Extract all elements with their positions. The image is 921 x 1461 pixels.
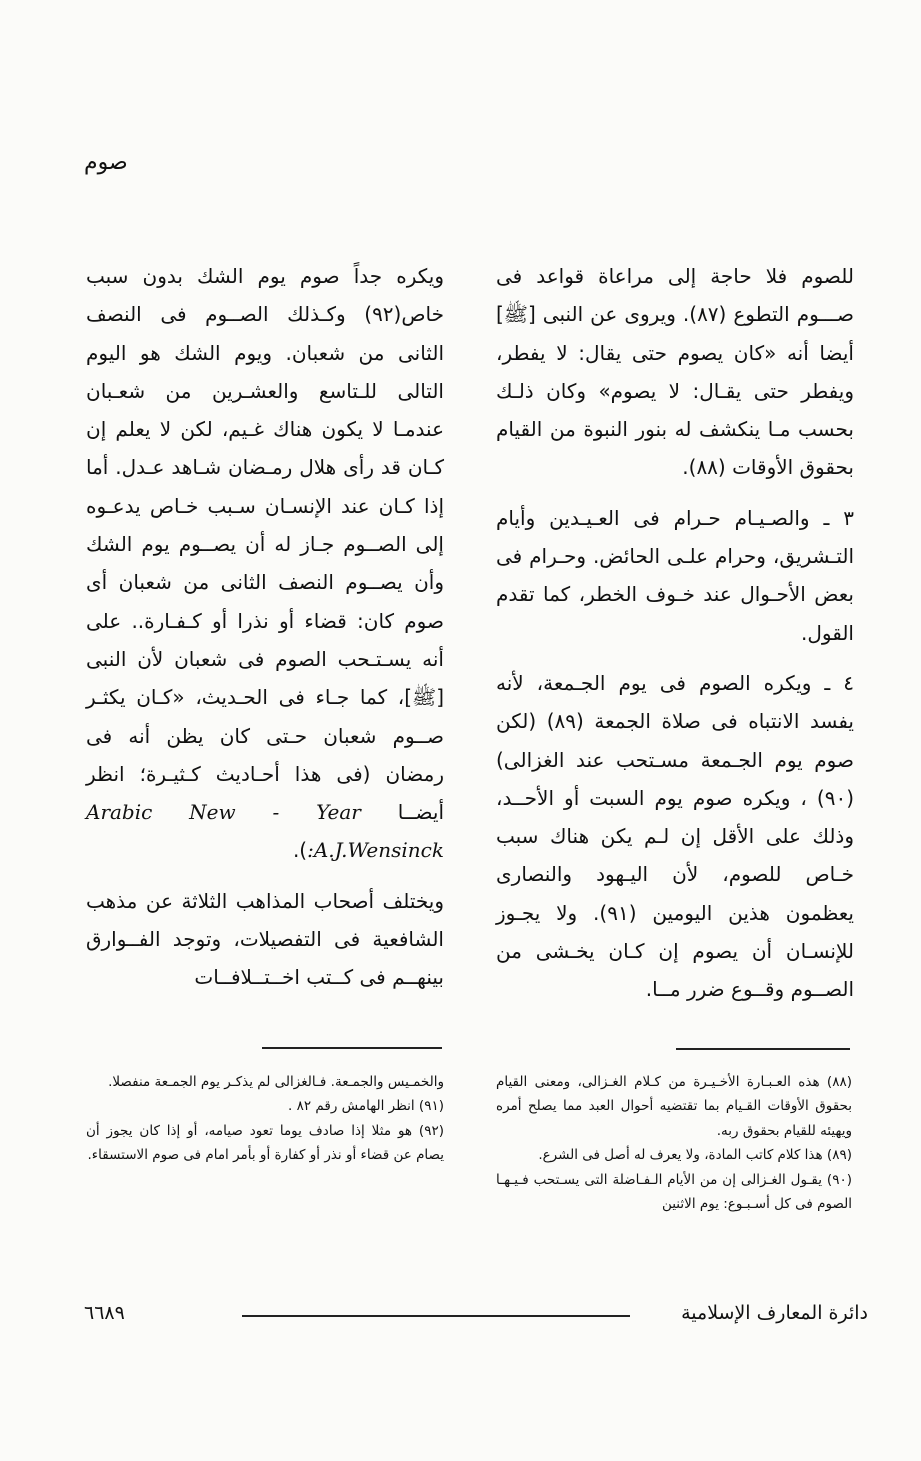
footnotes-right — [496, 1070, 852, 1216]
paragraph — [86, 257, 444, 870]
left-column — [86, 257, 444, 997]
footnote-divider — [262, 1047, 442, 1049]
footnote: (٩٢) هو مثلا إذا صادف يوما تعود صيامه، أو إذا كان يجوز أن يصام عن قضاء أو نذر أو كفارة أو بأمر امام فى صوم الاستسقاء. — [86, 1122, 444, 1164]
page-footer — [84, 1302, 868, 1326]
footnotes-left — [86, 1070, 444, 1168]
page-number: ٦٦٨٩ — [84, 1302, 125, 1324]
paragraph-close: ). — [292, 838, 308, 863]
footnote: (٨٨) هذه العـبـارة الأخـيـرة من كـلام الغـزالى، ومعنى القيام بحقوق الأوقات القـيام بما تقتضيه أحوال العبد مما يصلح أمره ويهيئه للقيام بحقوق ربه. — [496, 1074, 852, 1139]
latin-citation: Arabic New - Year :A.J.Wensinck — [86, 800, 444, 863]
paragraph: للصوم فلا حاجة إلى مراعاة قواعد فى صـــوم التطوع (٨٧). ويروى عن النبى [ﷺ] أيضا أنه «كان يصوم حتى يقال: لا يفطر، ويفطر حتى يقـال: لا يصوم» وكان ذلـك بحسب مـا ينكشف له بنور النبوة من القيام بحقوق الأوقات (٨٨). — [496, 264, 854, 480]
encyclopedia-title: دائرة المعارف الإسلامية — [681, 1302, 868, 1324]
footnote-divider — [676, 1048, 850, 1050]
footer-rule — [242, 1315, 630, 1317]
footnote: (٨٩) هذا كلام كاتب المادة، ولا يعرف له أصل فى الشرع. — [538, 1147, 852, 1164]
footnote: والخمـيس والجمـعة. فـالغزالى لم يذكـر يوم الجمـعة منفصلا. — [108, 1074, 444, 1090]
paragraph: ٤ ـ ويكره الصوم فى يوم الجـمعة، لأنه يفسد الانتباه فى صلاة الجمعة (٨٩) (لكن صوم يوم الجـمعة مسـتحب عند الغزالى) (٩٠) ، ويكره صوم يوم السبت أو الأحــد، وذلك على الأقل إن لـم يكن هناك سبب خـاص للصوم، لأن اليـهود والنصارى يعظمون هذين اليومين (٩١). ولا يجـوز للإنسـان أن يصوم إن كـان يخـشى من الصــوم وقــوع ضرر مــا. — [496, 670, 855, 1002]
right-column — [496, 257, 854, 1009]
footnote: (٩٠) يقـول الغـزالى إن من الأيام الـفـاضلة التى يسـتحب فـيـهـا الصوم فى كل أسـبـوع: يوم الاثنين — [496, 1171, 852, 1213]
paragraph: ويختلف أصحاب المذاهب الثلاثة عن مذهب الشافعية فى التفصيلات، وتوجد الفــوارق بينهــم فى كــتب اخــتــلافــات — [86, 888, 444, 990]
paragraph: ٣ ـ والصـيـام حـرام فى العـيـدين وأيام التـشريق، وحرام علـى الحائض. وحـرام فى بعض الأحـوال عند خـوف الخطر، كما تقدم القول. — [496, 505, 854, 645]
paragraph-arabic-text: ويكره جداً صوم يوم الشك بدون سبب خاص(٩٢) وكـذلك الصــوم فى النصف الثانى من شعبان. ويوم الشك هو اليوم التالى للـتاسع والعشـرين من شعـبان عندمـا لا يكون هناك غـيم، لكن لا يعلم إن كـان قد رأى هلال رمـضان شـاهد عـدل. أما إذا كـان عند الإنسـان سـبب خـاص يدعـوه إلى الصــوم جـاز له أن يصــوم يوم الشك وأن يصــوم النصف الثانى من شعبان أى صوم كان: قضاء أو نذرا أو كـفـارة.. على أنه يسـتـحب الصوم فى شعبان لأن النبى [ﷺ]، كما جـاء فى الحـديث، «كـان يكثـر صــوم شعبان حـتى كان يظن أنه فى رمضان (فى هذا أحـاديث كـثيـرة؛ انظر أيضــا — [86, 264, 445, 825]
footnote: (٩١) انظر الهامش رقم ٨٢ . — [288, 1098, 444, 1115]
running-head: صوم — [84, 150, 128, 175]
